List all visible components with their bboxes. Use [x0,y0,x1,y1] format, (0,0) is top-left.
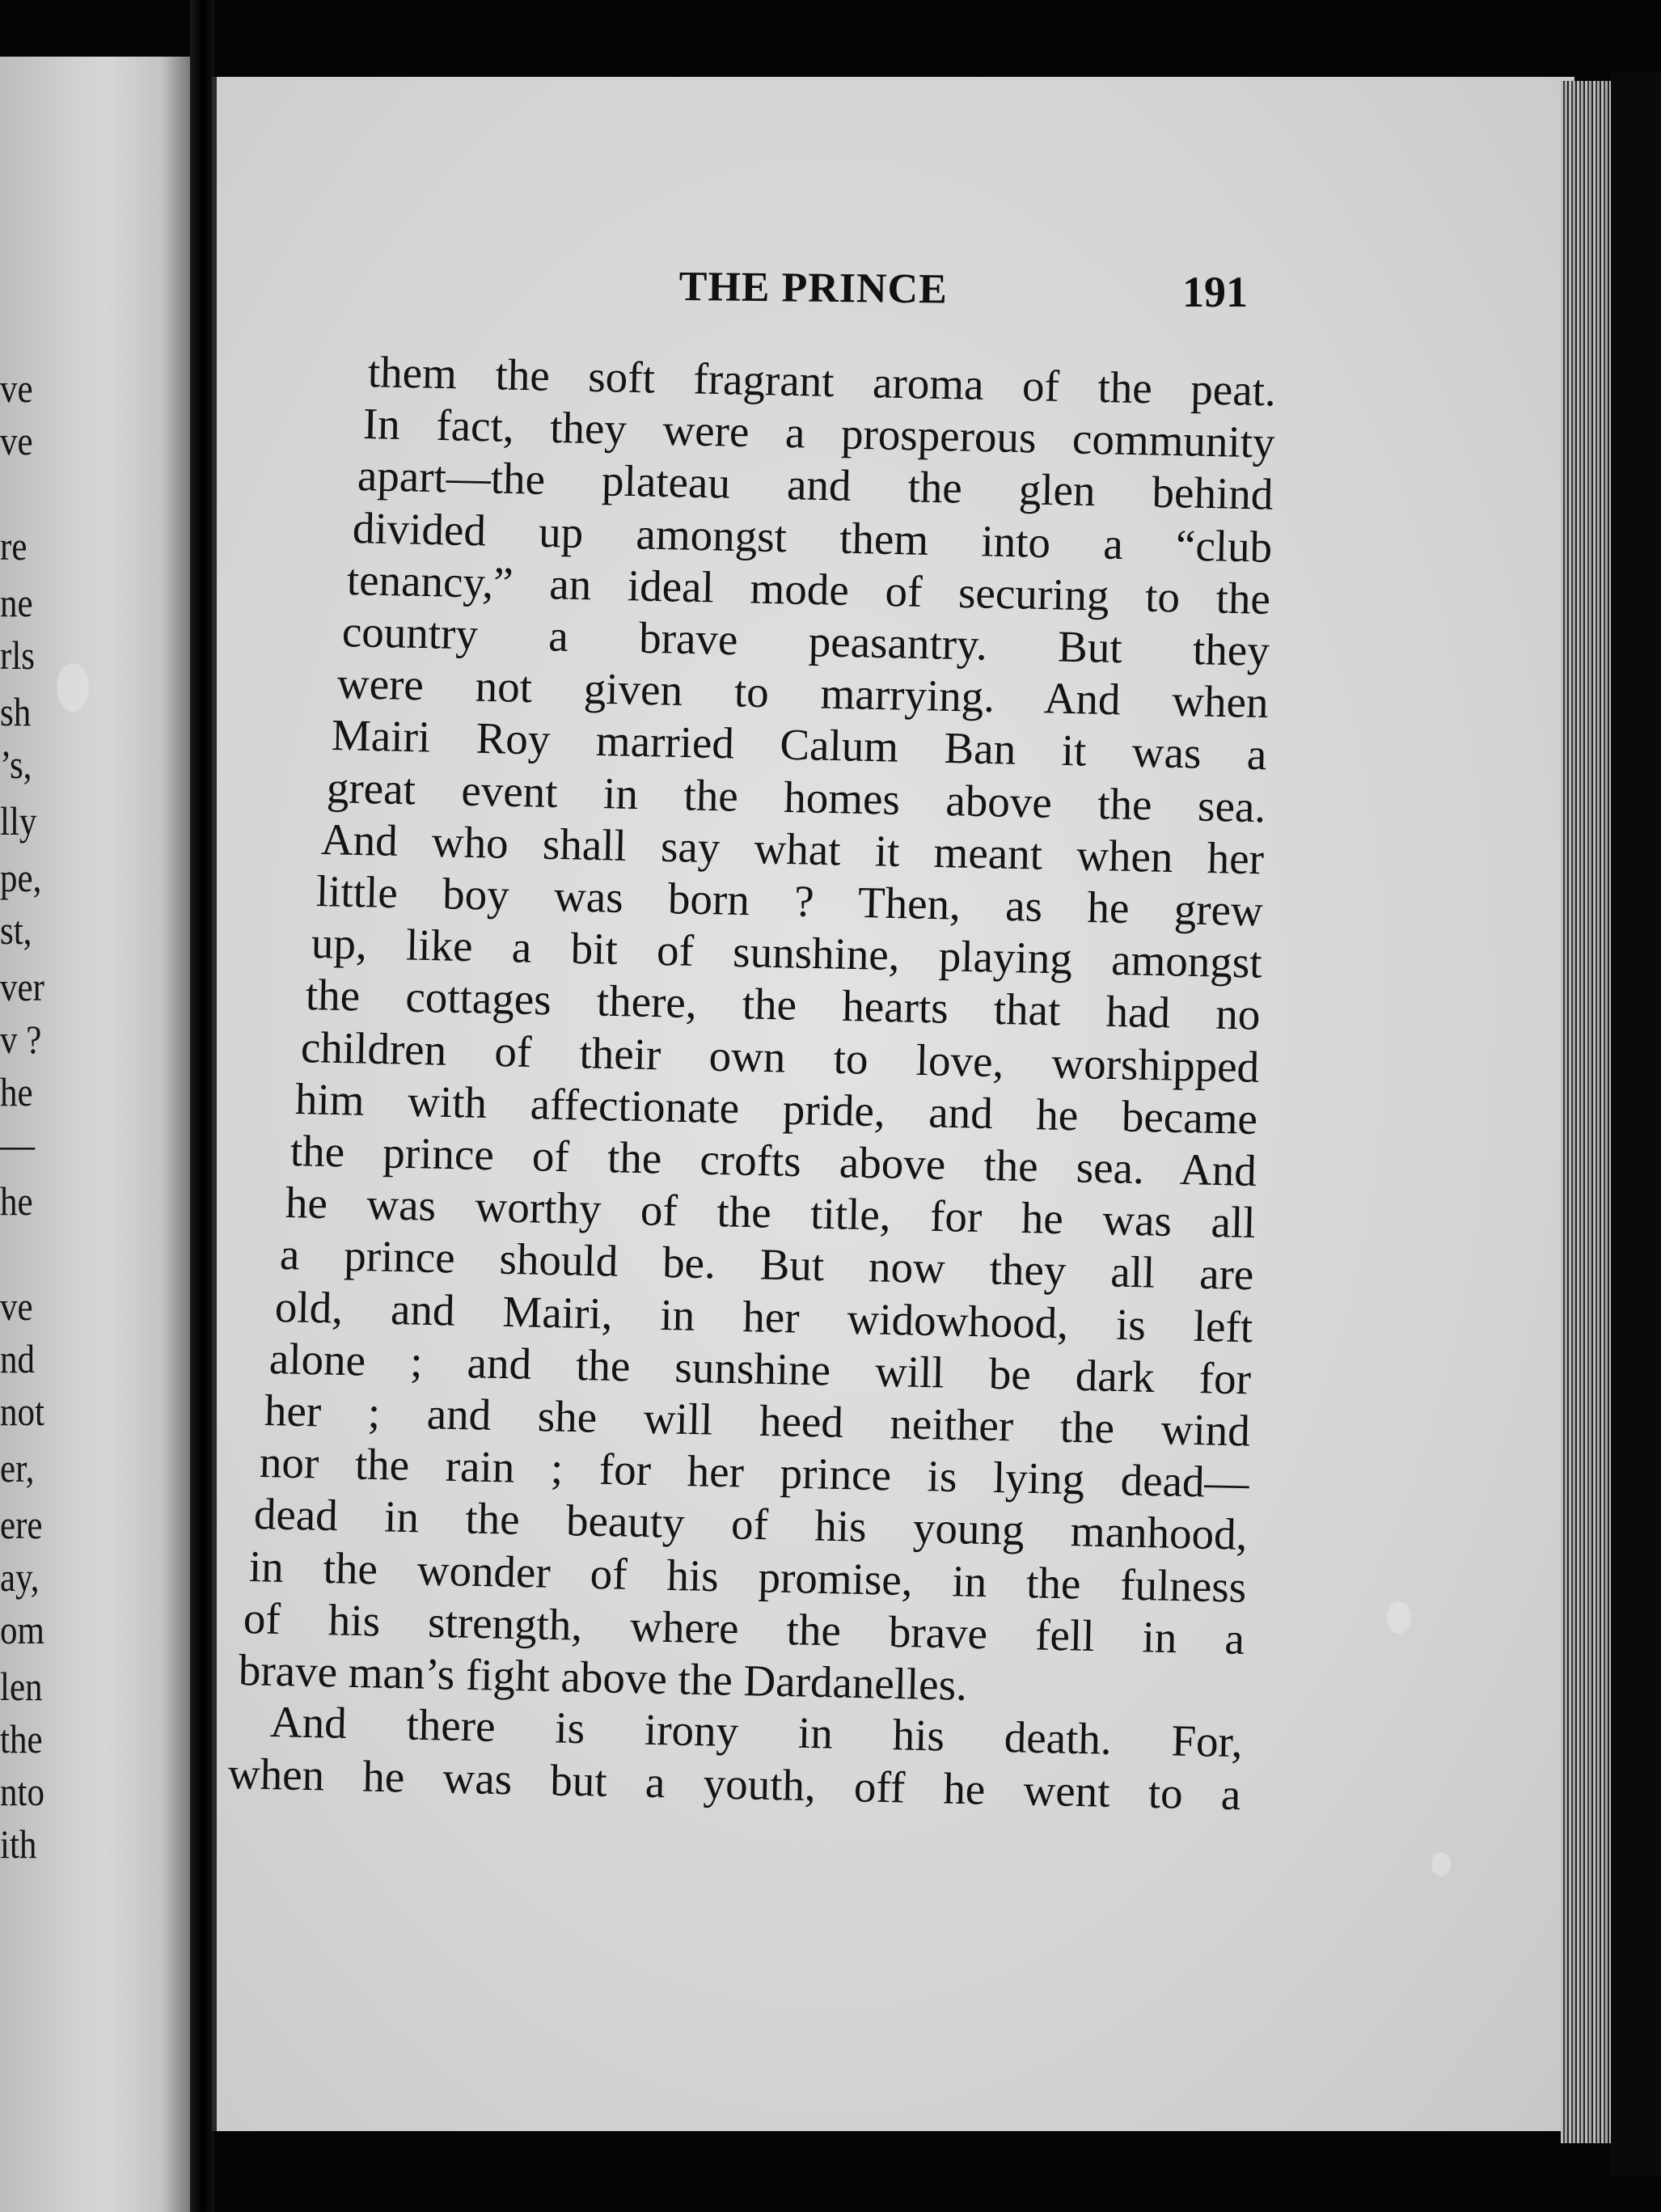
text-line: little boy was born ? Then, as he grew [315,866,1264,936]
previous-page-fragment: lly [0,798,37,844]
previous-page-fragment: he [0,1069,33,1114]
text-line: divided up amongst them into a “club [352,502,1273,572]
previous-page-fragment: v ? [0,1017,42,1062]
text-line: dead in the beauty of his young manhood, [253,1489,1249,1560]
text-line: children of their own to love, worshipped [300,1021,1260,1092]
previous-page-fragment: sh [0,689,32,734]
text-line: Mairi Roy married Calum Ban it was a [331,710,1268,780]
previous-page-fragment: ith [0,1821,37,1867]
previous-page-fragment: nto [0,1769,44,1814]
text-line: old, and Mairi, in her widowhood, is left [274,1281,1253,1351]
text-line: of his strength, where the brave fell in a [243,1592,1245,1664]
text-line: up, like a bit of sunshine, playing amongst [310,918,1262,988]
previous-page-fragment: len [0,1664,43,1709]
text-line: And who shall say what it meant when her [320,814,1265,884]
book-page [212,77,1574,2131]
previous-page-strip [0,57,190,2212]
previous-page-fragment: re [0,523,27,569]
previous-page-fragment: ’s, [0,742,32,787]
previous-page-fragment: om [0,1607,44,1652]
scan-speck [57,663,89,712]
running-title: THE PRINCE [678,263,949,313]
previous-page-fragment: ne [0,580,33,625]
text-line: he was worthy of the title, for he was all [284,1178,1256,1248]
text-line: brave man’s fight above the Dardanelles. [238,1645,968,1710]
scan-border [1611,73,1661,2176]
book-gutter [190,0,214,2212]
previous-page-fragment: ver [0,964,44,1009]
previous-page-fragment: not [0,1389,44,1434]
scan-speck [1431,1852,1451,1876]
previous-page-fragment: ve [0,366,33,411]
previous-page-fragment: nd [0,1336,35,1381]
previous-page-fragment: pe, [0,855,42,900]
text-line: the prince of the crofts above the sea. And [290,1126,1257,1196]
previous-page-fragment: ay, [0,1554,40,1600]
text-line: tenancy,” an ideal mode of securing to the [346,554,1271,624]
page-edges [1561,81,1611,2143]
previous-page-fragment: the [0,1716,43,1762]
text-line: him with affectionate pride, and he became [294,1073,1258,1144]
text-line: her ; and she will heed neither the wind [264,1385,1251,1456]
text-line: In fact, they were a prosperous community [361,399,1275,467]
text-line: nor the rain ; for her prince is lying dead— [258,1437,1249,1508]
previous-page-fragment: ere [0,1502,43,1547]
text-line: a prince should be. But now they all are [279,1229,1255,1300]
scan-speck [1387,1601,1411,1634]
text-line: in the wonder of his promise, in the fulness [248,1541,1247,1612]
previous-page-fragment: ve [0,418,33,463]
text-line: And there is irony in his death. For, [268,1697,1243,1767]
text-line: country a brave peasantry. But they [341,607,1270,676]
page-number: 191 [1182,268,1248,316]
previous-page-fragment: — [0,1122,35,1167]
text-line: alone ; and the sunshine will be dark for [268,1333,1252,1404]
text-line: apart—the plateau and the glen behind [357,450,1274,520]
previous-page-fragment: er, [0,1445,35,1491]
running-head [0,186,1661,316]
previous-page-fragment: rls [0,632,35,678]
text-line: were not given to marrying. And when [336,658,1269,728]
text-line: them the soft fragrant aroma of the peat. [367,347,1277,416]
text-line: when he was but a youth, off he went to a [227,1749,1242,1820]
text-line: great event in the homes above the sea. [326,762,1266,831]
text-line: the cottages there, the hearts that had no [305,970,1262,1040]
previous-page-fragment: st, [0,907,32,953]
previous-page-fragment: he [0,1178,33,1224]
previous-page-fragment: ve [0,1284,33,1329]
